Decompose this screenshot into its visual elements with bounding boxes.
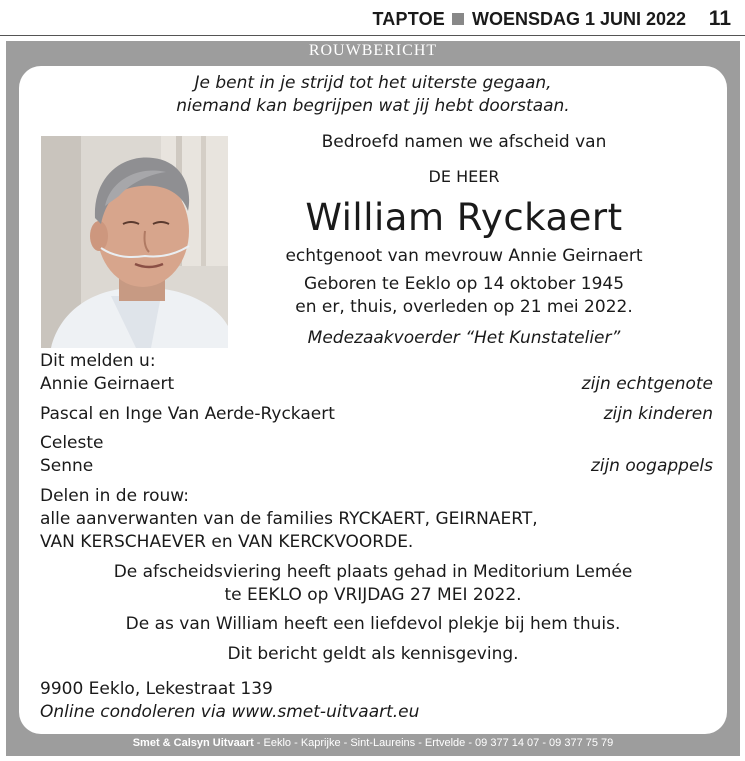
ashes-line: De as van William heeft een liefdevol plekje bij hem thuis. [125,614,621,634]
poem-line-1: Je bent in je strijd tot het uiterste gegaan, [194,73,552,93]
birth-line: Geboren te Eeklo op 14 oktober 1945 [303,274,625,294]
newspaper-name: TAPTOE [372,9,445,29]
address-line: 9900 Eeklo, Lekestraat 139 [40,679,273,699]
issue-date: WOENSDAG 1 JUNI 2022 [472,9,687,29]
intro-text: Bedroefd namen we afscheid van [321,132,607,152]
family-member-name: Celeste [40,433,104,453]
family-member-name: Senne [40,456,94,476]
poem-line-2: niemand kan begrijpen wat jij hebt doorstaan. [176,96,570,116]
family-member-role: zijn echtgenote [581,374,713,394]
ceremony-line-2: te EEKLO op VRIJDAG 27 MEI 2022. [224,585,522,605]
mourning-heading: Delen in de rouw: [40,486,189,506]
family-member-name: Pascal en Inge Van Aerde-Ryckaert [40,404,335,424]
funeral-home-details: - Eeklo - Kaprijke - Sint-Laureins - Ertvelde - 09 377 14 07 - 09 377 75 79 [253,737,614,749]
death-line: en er, thuis, overleden op 21 mei 2022. [295,297,633,317]
separator-square-icon [452,13,464,25]
portrait-photo [41,136,228,348]
section-label: ROUWBERICHT [308,42,438,59]
obituary-card [19,66,727,734]
honorific: DE HEER [428,167,500,186]
online-condolence-link[interactable]: Online condoleren via www.smet-uitvaart.eu [40,702,420,722]
portrait-illustration [41,136,228,348]
family-member-role: zijn oogappels [590,456,713,476]
newspaper-masthead [0,0,745,36]
ceremony-line-1: De afscheidsviering heeft plaats gehad in Meditorium Lemée [113,562,633,582]
mourning-line-2: VAN KERSCHAEVER en VAN KERCKVOORDE. [40,532,414,552]
obituary-frame [6,41,740,756]
notice-line: Dit bericht geldt als kennisgeving. [227,644,519,664]
family-member-role: zijn kinderen [603,404,713,424]
family-heading: Dit melden u: [40,351,156,371]
occupation-line: Medezaakvoerder “Het Kunstatelier” [307,328,621,348]
spouse-line: echtgenoot van mevrouw Annie Geirnaert [285,246,643,266]
page-number: 11 [708,7,731,30]
deceased-name: William Ryckaert [305,196,623,239]
family-member-name: Annie Geirnaert [40,374,175,394]
funeral-home-name: Smet & Calsyn Uitvaart [132,737,254,749]
funeral-home-footer [6,734,740,752]
mourning-line-1: alle aanverwanten van de families RYCKAERT, GEIRNAERT, [40,509,538,529]
